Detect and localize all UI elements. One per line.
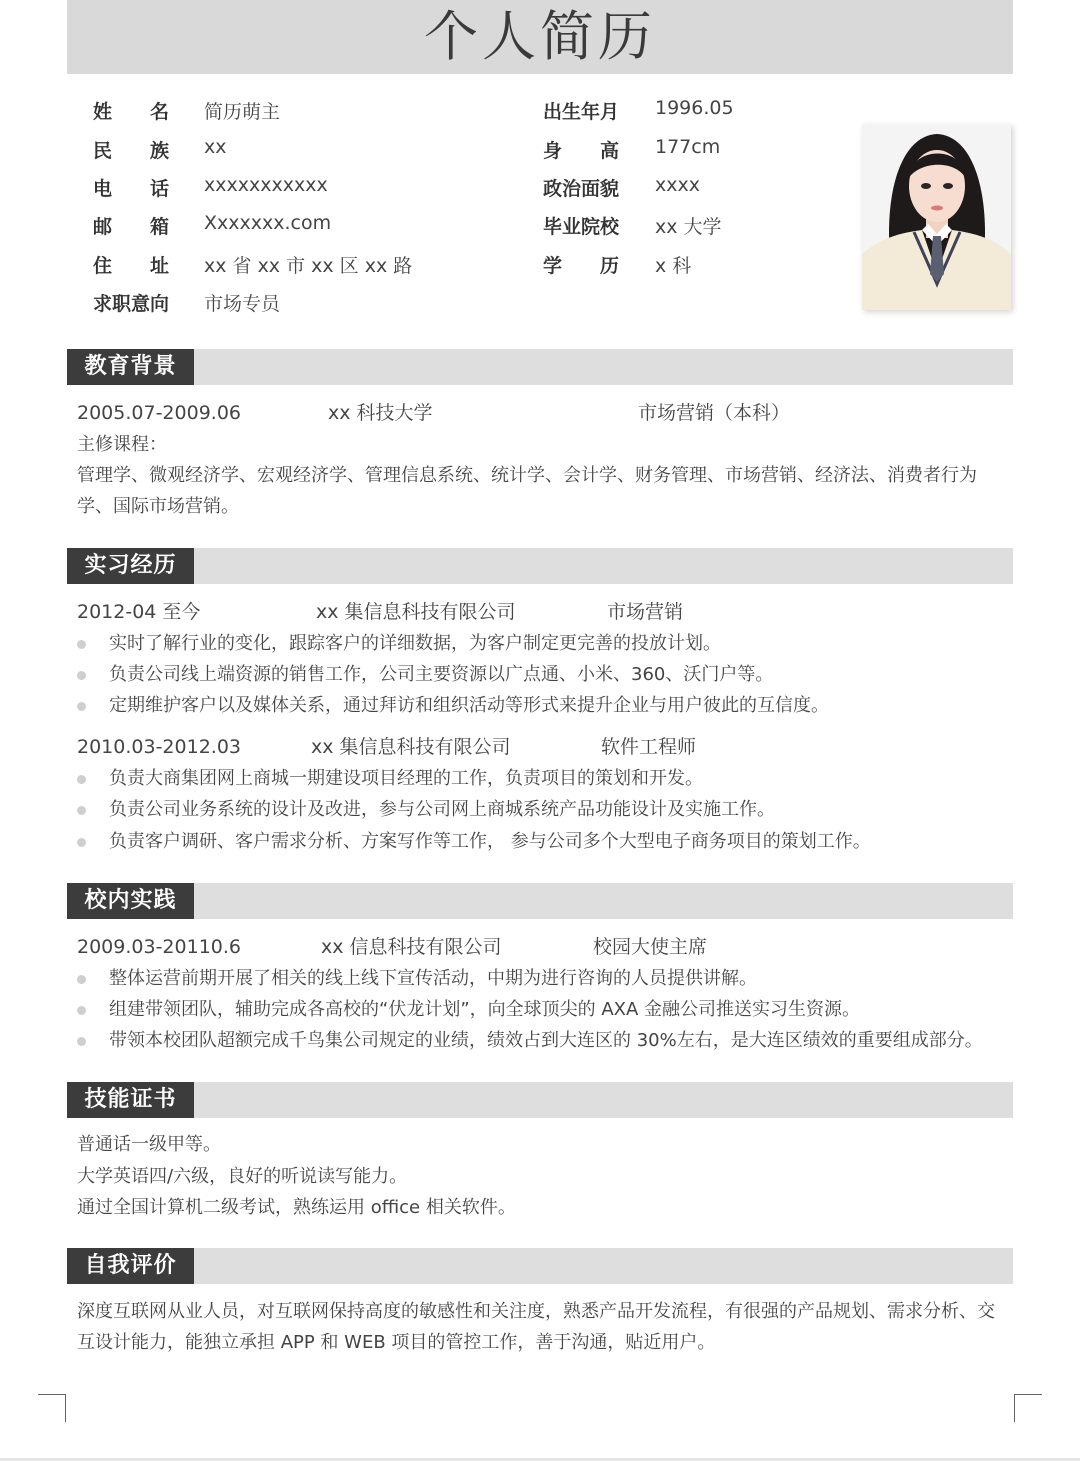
campus-period: 2009.03-20110.6 — [77, 936, 241, 958]
section-self-eval-bar — [67, 1248, 1013, 1284]
label-char: 高 — [599, 140, 619, 162]
label-school: 毕业院校 — [543, 216, 620, 238]
list-item-text: 实时了解行业的变化，跟踪客户的详细数据，为客户制定更完善的投放计划。 — [109, 633, 721, 654]
list-item-text: 组建带领团队，辅助完成各高校的“伏龙计划”，向全球顶尖的 AXA 金融公司推送实习生资源。 — [109, 999, 861, 1020]
section-campus-bar — [67, 883, 1013, 919]
label-char: 历 — [599, 255, 619, 277]
label-char: 姓 — [93, 101, 113, 123]
section-skills-bar — [67, 1082, 1013, 1118]
bullet-dot — [77, 640, 86, 649]
section-internship-bar — [67, 548, 1013, 584]
bullet-dot — [77, 1006, 86, 1015]
label-birth: 出生年月 — [543, 101, 620, 123]
list-item-text: 负责客户调研、客户需求分析、方案写作等工作， 参与公司多个大型电子商务项目的策划工作。 — [109, 831, 871, 852]
label-char: 话 — [149, 178, 169, 200]
list-item-text: 整体运营前期开展了相关的线上线下宣传活动，中期为进行咨询的人员提供讲解。 — [109, 968, 757, 989]
list-item-text: 负责大商集团网上商城一期建设项目经理的工作，负责项目的策划和开发。 — [109, 768, 703, 789]
corner-mark-right — [1014, 1394, 1042, 1422]
portrait-illustration — [862, 124, 1011, 310]
label-char: 电 — [93, 178, 113, 200]
value-objective: 市场专员 — [204, 293, 281, 315]
label-char: 住 — [93, 255, 113, 277]
job-role: 市场营销 — [607, 601, 684, 623]
education-major: 市场营销（本科） — [638, 402, 791, 424]
bullet-dot — [77, 838, 86, 847]
value-ethnicity: xx — [204, 136, 227, 158]
label-char: 身 — [543, 140, 563, 162]
courses-label: 主修课程： — [77, 434, 167, 455]
value-political: xxxx — [655, 174, 700, 196]
label-political: 政治面貌 — [543, 178, 620, 200]
section-internship-heading: 实习经历 — [67, 548, 194, 584]
courses-list: 管理学、微观经济学、宏观经济学、管理信息系统、统计学、会计学、财务管理、市场营销、经济法、消费者行为学、国际市场营销。 — [77, 465, 977, 517]
campus-company: xx 信息科技有限公司 — [321, 936, 502, 958]
bullet-dot — [77, 975, 86, 984]
label-ethnicity — [93, 136, 169, 163]
section-self-eval-heading: 自我评价 — [67, 1248, 194, 1284]
value-birth: 1996.05 — [655, 97, 734, 119]
value-email: Xxxxxxx.com — [204, 212, 332, 234]
bullet-dot — [77, 775, 86, 784]
profile-photo — [862, 124, 1011, 310]
section-campus-heading: 校内实践 — [67, 883, 194, 919]
value-address: xx 省 xx 市 xx 区 xx 路 — [204, 255, 413, 277]
job-period: 2012-04 至今 — [77, 601, 201, 623]
job-period: 2010.03-2012.03 — [77, 736, 241, 758]
label-char: 学 — [543, 255, 563, 277]
label-char: 名 — [149, 101, 169, 123]
label-char: 箱 — [149, 216, 169, 238]
value-phone: xxxxxxxxxxx — [204, 174, 328, 196]
label-email — [93, 212, 169, 239]
label-char: 邮 — [93, 216, 113, 238]
education-period: 2005.07-2009.06 — [77, 402, 241, 424]
value-degree: x 科 — [655, 255, 692, 277]
value-height: 177cm — [655, 136, 721, 158]
list-item-text: 负责公司线上端资源的销售工作，公司主要资源以广点通、小米、360、沃门户等。 — [109, 664, 774, 685]
list-item-text: 定期维护客户以及媒体关系，通过拜访和组织活动等形式来提升企业与用户彼此的互信度。 — [109, 695, 829, 716]
skill-item: 普通话一级甲等。 — [77, 1134, 221, 1155]
label-height — [543, 136, 619, 163]
bullet-dot — [77, 806, 86, 815]
job-role: 软件工程师 — [601, 736, 697, 758]
label-char: 民 — [93, 140, 113, 162]
list-item-text: 带领本校团队超额完成千鸟集公司规定的业绩，绩效占到大连区的 30%左右，是大连区绩效的重要组成部分。 — [109, 1030, 983, 1051]
bullet-dot — [77, 1037, 86, 1046]
value-school: xx 大学 — [655, 216, 722, 238]
section-skills-heading: 技能证书 — [67, 1082, 194, 1118]
label-char: 族 — [149, 140, 169, 162]
label-degree — [543, 251, 619, 278]
section-education-bar — [67, 349, 1013, 385]
job-company: xx 集信息科技有限公司 — [316, 601, 516, 623]
title-bar — [67, 0, 1013, 74]
label-phone — [93, 174, 169, 201]
section-education-heading: 教育背景 — [67, 349, 194, 385]
bullet-dot — [77, 671, 86, 680]
corner-mark-left — [38, 1394, 66, 1422]
skill-item: 通过全国计算机二级考试，熟练运用 office 相关软件。 — [77, 1197, 516, 1218]
label-name — [93, 97, 169, 124]
skill-item: 大学英语四/六级，良好的听说读写能力。 — [77, 1166, 408, 1187]
campus-role: 校园大使主席 — [593, 936, 708, 958]
page-title: 个人简历 — [424, 5, 656, 68]
label-char: 址 — [149, 255, 169, 277]
job-company: xx 集信息科技有限公司 — [311, 736, 511, 758]
bullet-dot — [77, 702, 86, 711]
list-item-text: 负责公司业务系统的设计及改进，参与公司网上商城系统产品功能设计及实施工作。 — [109, 799, 775, 820]
value-name: 简历萌主 — [204, 101, 281, 123]
education-school: xx 科技大学 — [328, 402, 433, 424]
self-eval-text: 深度互联网从业人员，对互联网保持高度的敏感性和关注度，熟悉产品开发流程，有很强的产品规划、需求分析、交互设计能力，能独立承担 APP 和 WEB 项目的管控工作，善于沟通，贴近用户。 — [77, 1301, 995, 1353]
label-objective: 求职意向 — [93, 293, 170, 315]
label-address — [93, 251, 169, 278]
